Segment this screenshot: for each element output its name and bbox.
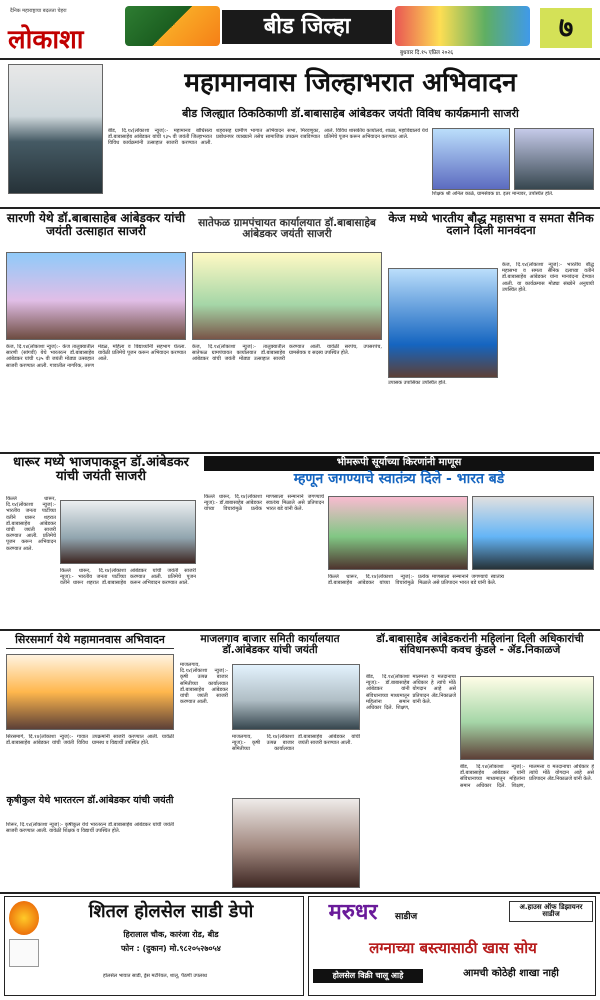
article7-headline: माजलगाव बाजार समिती कार्यालयात डॉ.आंबेडकर यांची जयंती <box>200 633 340 657</box>
ad1-footer: होलसेल भावात साडी, ड्रेस मटेरियल, शालू, पैठणी उपलब्ध <box>103 973 207 979</box>
article2-headline: सातेफळ ग्रामपंचायत कार्यालयात डॉ.बाबासाहेब आंबेडकर जयंती साजरी <box>198 217 376 241</box>
article5-kicker: भीमरूपी सूर्याच्या किरणांनी माणूस <box>204 456 594 471</box>
ad1-address: हिरालाल चौक, कारंजा रोड, बीड <box>123 930 219 939</box>
divider <box>0 629 600 631</box>
deity-icon <box>9 901 39 935</box>
article5-body-cont: किल्ले धारूर, दि.१४(लोकाशा न्युज):- डॉ.बाबासाहेब आंबेडकर यांच्या विचारांमुळे प्रत्येक माणसाला सन्मानाने जगण्याचे स्वातंत्र्य मिळाले असे प्रतिपादन भारत बडे यांनी केले. <box>328 574 504 587</box>
ad1-phone: फोन : (दुकान) मो.९८२०५२७०५४ <box>121 944 221 953</box>
article5-photo-2 <box>472 496 594 570</box>
paper-name: लोकाशा <box>8 25 84 55</box>
article5-headline: म्हणून जगण्याचे स्वातंत्र्य दिले - भारत बडे <box>293 471 505 487</box>
divider <box>0 207 600 209</box>
section-title: बीड जिल्हा <box>222 10 392 44</box>
masthead <box>0 0 600 60</box>
article8-photo <box>460 676 594 760</box>
article1-headline: सारणी येथे डॉ.बाबासाहेब आंबेडकर यांची जयंती उत्साहात साजरी <box>6 211 186 238</box>
sheetal-saree-ad <box>4 896 304 996</box>
ad2-footer: होलसेल विक्री चालू आहे <box>313 969 423 983</box>
article8-headline: डॉ.बाबासाहेब आंबेडकरांनी महिलांना दिली अधिकारांची संविधानरूपी कवच कुंडले - ॲड.निकाळजे <box>376 633 584 657</box>
article7-photo-2 <box>232 798 360 888</box>
article2-photo <box>192 252 382 340</box>
ambedkar-portrait-image <box>8 64 103 194</box>
page-number: ७ <box>540 8 592 48</box>
marudhar-saree-ad <box>308 896 596 996</box>
article1-body: केज, दि.१४(लोकाशा न्युज):- केज तालुक्यातील सारणी (सांगवी) येथे भारतरत्न डॉ.बाबासाहेब आंबेडकर यांची १३५ वी जयंती मोठ्या उत्साहात साजरी करण्यात आली. गावातील नागरिक, तरुण मंडळ, महिला व विद्यार्थ्यांनी सहभाग घेतला. यावेळी प्रतिमेचे पूजन करून अभिवादन करण्यात आले. <box>6 344 186 369</box>
lead-event-photo-1 <box>432 128 510 190</box>
article5-body: किल्ले धारूर, दि.१४(लोकाशा न्युज):- डॉ.बाबासाहेब आंबेडकर यांच्या विचारांमुळे प्रत्येक माणसाला सन्मानाने जगण्याचे स्वातंत्र्य मिळाले असे प्रतिपादन भारत बडे यांनी केले. <box>204 494 324 513</box>
article7-photo-1 <box>232 664 360 730</box>
lead-subheadline: बीड जिल्ह्यात ठिकठिकाणी डॉ.बाबासाहेब आंबेडकर जयंती विविध कार्यक्रमानी साजरी <box>182 107 519 120</box>
decorative-band <box>395 6 530 46</box>
article8-body: बीड, दि.१४(लोकाशा न्युज):- डॉ.बाबासाहेब आंबेडकर यांनी संविधानाच्या माध्यमातून महिलांना समान अधिकार दिले. शिक्षण, मालमत्ता व मतदानाचा अधिकार हे त्यांचे मोठे योगदान आहे असे प्रतिपादन ॲड.निकाळजे यांनी केले. <box>366 674 456 712</box>
paper-tagline: दैनिक महाराष्ट्राचा बदलता चेहरा <box>10 8 67 14</box>
ad2-tagline: लग्नाच्या बस्त्यासाठी खास सोय <box>369 939 537 957</box>
article4-body-cont: किल्ले धारूर, दि.१४(लोकाशा न्युज):- भारतीय जनता पार्टीच्या वतीने धारूर शहरात डॉ.बाबासाहेब आंबेडकर यांची जयंती साजरी करण्यात आली. प्रतिमेचे पूजन करून अभिवादन करण्यात आले. <box>60 568 196 587</box>
article3-headline: केज मध्ये भारतीय बौद्ध महासभा व समता सैनिक दलाने दिली मानवंदना <box>388 211 594 238</box>
issue-date: बुधवार दि.१५ एप्रिल २०२६ <box>400 50 454 56</box>
ad2-name: मरुधर <box>328 900 378 925</box>
article6-photo <box>6 654 174 730</box>
article4-photo <box>60 500 196 564</box>
article7-body: माजलगाव, दि.१४(लोकाशा न्युज):- कृषी उत्पन्न बाजार समितीच्या कार्यालयात डॉ.बाबासाहेब आंबेडकर यांची जयंती साजरी करण्यात आली. <box>180 662 228 706</box>
article3-caption: उपासक उपासिका उपस्थित होते. <box>388 380 447 386</box>
lead-headline: महामानवास जिल्हाभरात अभिवादन <box>184 68 517 98</box>
ad2-suffix: साडीज <box>395 912 418 922</box>
ad2-side: अ.हाउस ऑफ डिझायनर साडीज <box>509 901 593 922</box>
lead-body: बीड, दि.१४(लोकाशा न्युज):- महामानव बोधिसत्व डॉ.बाबासाहेब आंबेडकर यांची १३५ वी जयंती जिल्हाभरात विविध कार्यक्रमांनी उत्साहात साजरी करण्यात आली. शहरासह ग्रामीण भागात अभिवादन सभा, मिरवणुका, प्रबोधनपर व्याख्याने तसेच सामाजिक उपक्रम राबविण्यात आले. विविध शासकीय कार्यालये, शाळा, महाविद्यालये येथे प्रतिमेचे पूजन करून अभिवादन करण्यात आले. <box>108 128 428 147</box>
article6-headline: सिरसमार्ग येथे महामानवास अभिवादन <box>6 634 174 649</box>
ad1-contacts <box>9 939 39 967</box>
article3-body: केज, दि.१४(लोकाशा न्युज):- भारतीय बौद्ध महासभा व समता सैनिक दलाच्या वतीने डॉ.बाबासाहेब आंबेडकर यांना मानवंदना देण्यात आली. या कार्यक्रमास मोठ्या संख्येने अनुयायी उपस्थित होते. <box>502 262 594 293</box>
article5-photo-1 <box>328 496 468 570</box>
article4-body: किल्ले धारूर, दि.१४(लोकाशा न्युज):- भारतीय जनता पार्टीच्या वतीने धारूर शहरात डॉ.बाबासाहेब आंबेडकर यांची जयंती साजरी करण्यात आली. प्रतिमेचे पूजन करून अभिवादन करण्यात आले. <box>6 496 56 552</box>
article9-headline: कृषीकुल येथे भारतरत्न डॉ.आंबेडकर यांची जयंती <box>6 795 174 806</box>
article3-photo <box>388 268 498 378</box>
article7-body-cont: माजलगाव, दि.१४(लोकाशा न्युज):- कृषी उत्पन्न बाजार समितीच्या कार्यालयात डॉ.बाबासाहेब आंबेडकर यांची जयंती साजरी करण्यात आली. <box>232 734 360 753</box>
article4-headline: धारूर मध्ये भाजपाकडून डॉ.आंबेडकर यांची जयंती साजरी <box>13 455 189 484</box>
ad1-name: शितल होलसेल साडी डेपो <box>88 901 254 922</box>
article1-photo <box>6 252 186 340</box>
article8-body-cont: बीड, दि.१४(लोकाशा न्युज):- डॉ.बाबासाहेब आंबेडकर यांनी संविधानाच्या माध्यमातून महिलांना समान अधिकार दिले. शिक्षण, मालमत्ता व मतदानाचा अधिकार हे त्यांचे मोठे योगदान आहे असे प्रतिपादन ॲड.निकाळजे यांनी केले. <box>460 764 594 789</box>
article2-body: केज, दि.१४(लोकाशा न्युज):- तालुक्यातील सातेफळ ग्रामपंचायत कार्यालयात डॉ.बाबासाहेब आंबेडकर यांची जयंती मोठ्या उत्साहात साजरी करण्यात आली. यावेळी सरपंच, उपसरपंच, ग्रामसेवक व सदस्य उपस्थित होते. <box>192 344 382 363</box>
article9-body: शिरूर, दि.१४(लोकाशा न्युज):- कृषीकुल येथे भारतरत्न डॉ.बाबासाहेब आंबेडकर यांची जयंती साजरी करण्यात आली. यावेळी शिक्षक व विद्यार्थी उपस्थित होते. <box>6 822 174 835</box>
decorative-band <box>125 6 220 46</box>
lead-caption: शिक्षक श्री अनिल काळे, ग्रामसेवक प्रा. इतर मान्यवर, उपस्थित होते. <box>432 191 554 197</box>
divider <box>0 452 600 454</box>
ad2-footer2: आमची कोठेही शाखा नाही <box>463 968 559 979</box>
article6-body: सिरसमार्ग, दि.१४(लोकाशा न्युज):- गावात डॉ.बाबासाहेब आंबेडकर यांची जयंती विविध उपक्रमांनी साजरी करण्यात आली. यावेळी ग्रामस्थ व विद्यार्थी उपस्थित होते. <box>6 734 174 747</box>
lead-event-photo-2 <box>514 128 594 190</box>
divider <box>0 892 600 894</box>
